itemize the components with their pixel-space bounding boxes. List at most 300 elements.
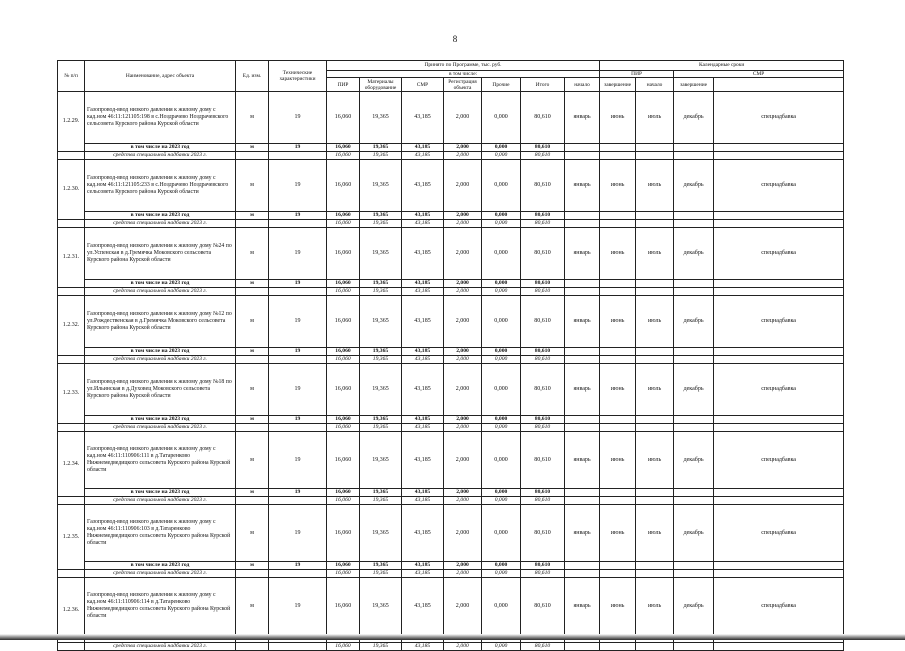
source-cell: спецнадбавка	[714, 578, 844, 635]
pir-end-cell: июнь	[600, 364, 636, 416]
empty-cell	[58, 356, 85, 364]
registration-cell: 2,000	[444, 432, 482, 489]
empty-cell	[600, 152, 636, 160]
special-pir-cell: 16,060	[327, 424, 360, 432]
empty-cell	[714, 416, 844, 424]
empty-cell	[714, 570, 844, 578]
unit-cell: м	[236, 505, 269, 562]
empty-cell	[714, 424, 844, 432]
registration-cell: 2,000	[444, 228, 482, 280]
empty-cell	[269, 424, 327, 432]
year-reg-cell: 2,000	[444, 489, 482, 497]
smr-start-cell: июль	[636, 296, 674, 348]
empty-cell	[236, 288, 269, 296]
empty-cell	[565, 288, 600, 296]
table-row	[58, 296, 844, 348]
empty-cell	[565, 144, 600, 152]
empty-cell	[636, 489, 674, 497]
special-mat-cell: 19,365	[360, 152, 402, 160]
table-body	[58, 92, 844, 651]
special-other-cell: 0,000	[482, 220, 521, 228]
empty-cell	[58, 424, 85, 432]
total-cell: 80,610	[521, 92, 565, 144]
year-smr-cell: 43,185	[402, 348, 444, 356]
smr-start-cell: июль	[636, 364, 674, 416]
empty-cell	[714, 152, 844, 160]
pir-start-cell: январь	[565, 432, 600, 489]
smr-end-cell: декабрь	[674, 432, 714, 489]
registration-cell: 2,000	[444, 92, 482, 144]
year-label: в том числе на 2023 год	[85, 144, 236, 152]
tech-cell: 19	[269, 505, 327, 562]
header-start: начало	[565, 78, 600, 92]
unit-cell: м	[236, 432, 269, 489]
year-label: в том числе на 2023 год	[85, 348, 236, 356]
pir-start-cell: январь	[565, 578, 600, 635]
empty-cell	[600, 348, 636, 356]
special-smr-cell: 43,185	[402, 152, 444, 160]
year-total-cell: 80,610	[521, 144, 565, 152]
empty-cell	[674, 643, 714, 651]
empty-cell	[236, 497, 269, 505]
empty-cell	[565, 152, 600, 160]
other-cell: 0,000	[482, 578, 521, 635]
special-pir-cell: 16,060	[327, 220, 360, 228]
smr-cell: 43,185	[402, 578, 444, 635]
source-cell: спецнадбавка	[714, 505, 844, 562]
year-mat-cell: 19,365	[360, 489, 402, 497]
smr-cell: 43,185	[402, 92, 444, 144]
total-cell: 80,610	[521, 228, 565, 280]
header-cal-smr: СМР	[674, 71, 844, 78]
header-tech: Технические характеристики	[269, 61, 327, 92]
registration-cell: 2,000	[444, 578, 482, 635]
empty-cell	[269, 356, 327, 364]
empty-cell	[565, 416, 600, 424]
empty-cell	[600, 643, 636, 651]
empty-cell	[565, 220, 600, 228]
header-other: Прочие	[482, 78, 521, 92]
total-cell: 80,610	[521, 296, 565, 348]
materials-cell: 19,365	[360, 228, 402, 280]
year-smr-cell: 43,185	[402, 489, 444, 497]
scan-edge	[0, 634, 905, 640]
year-tech-cell: 19	[269, 144, 327, 152]
special-fund-row	[58, 424, 844, 432]
tech-cell: 19	[269, 578, 327, 635]
empty-cell	[674, 280, 714, 288]
special-pir-cell: 16,060	[327, 497, 360, 505]
tech-cell: 19	[269, 228, 327, 280]
smr-start-cell: июль	[636, 432, 674, 489]
special-total-cell: 80,610	[521, 356, 565, 364]
header-materials: Материалы оборудование	[360, 78, 402, 92]
materials-cell: 19,365	[360, 296, 402, 348]
empty-cell	[269, 152, 327, 160]
empty-cell	[636, 562, 674, 570]
special-label: средства специальной надбавки 2023 г.	[85, 152, 236, 160]
smr-cell: 43,185	[402, 296, 444, 348]
year-pir-cell: 16,060	[327, 144, 360, 152]
empty-cell	[236, 220, 269, 228]
empty-cell	[636, 416, 674, 424]
special-mat-cell: 19,365	[360, 570, 402, 578]
year-label: в том числе на 2023 год	[85, 416, 236, 424]
special-label: средства специальной надбавки 2023 г.	[85, 643, 236, 651]
special-smr-cell: 43,185	[402, 570, 444, 578]
special-fund-row	[58, 643, 844, 651]
year-smr-cell: 43,185	[402, 562, 444, 570]
empty-cell	[674, 288, 714, 296]
total-cell: 80,610	[521, 160, 565, 212]
table-row	[58, 160, 844, 212]
header-calendar: Календарные сроки	[600, 61, 844, 71]
special-reg-cell: 2,000	[444, 356, 482, 364]
source-cell: спецнадбавка	[714, 296, 844, 348]
program-table	[57, 60, 844, 651]
special-fund-row	[58, 152, 844, 160]
table-header	[58, 61, 844, 92]
special-other-cell: 0,000	[482, 570, 521, 578]
special-fund-row	[58, 288, 844, 296]
special-total-cell: 80,610	[521, 497, 565, 505]
year-total-cell: 80,610	[521, 348, 565, 356]
year-reg-cell: 2,000	[444, 280, 482, 288]
pir-end-cell: июнь	[600, 578, 636, 635]
empty-cell	[236, 570, 269, 578]
empty-cell	[714, 280, 844, 288]
empty-cell	[58, 152, 85, 160]
empty-cell	[714, 497, 844, 505]
other-cell: 0,000	[482, 505, 521, 562]
pir-end-cell: июнь	[600, 92, 636, 144]
materials-cell: 19,365	[360, 364, 402, 416]
special-pir-cell: 16,060	[327, 643, 360, 651]
empty-cell	[674, 220, 714, 228]
empty-cell	[600, 424, 636, 432]
year-tech-cell: 19	[269, 348, 327, 356]
special-mat-cell: 19,365	[360, 643, 402, 651]
special-label: средства специальной надбавки 2023 г.	[85, 424, 236, 432]
header-start2: начало	[636, 78, 674, 92]
smr-cell: 43,185	[402, 432, 444, 489]
special-label: средства специальной надбавки 2023 г.	[85, 570, 236, 578]
special-reg-cell: 2,000	[444, 424, 482, 432]
year-total-cell: 80,610	[521, 280, 565, 288]
empty-cell	[636, 497, 674, 505]
source-cell: спецнадбавка	[714, 432, 844, 489]
special-pir-cell: 16,060	[327, 356, 360, 364]
special-smr-cell: 43,185	[402, 220, 444, 228]
empty-cell	[636, 280, 674, 288]
special-other-cell: 0,000	[482, 497, 521, 505]
empty-cell	[565, 643, 600, 651]
year-tech-cell: 19	[269, 562, 327, 570]
source-cell: спецнадбавка	[714, 160, 844, 212]
year-unit-cell: м	[236, 416, 269, 424]
empty-cell	[600, 280, 636, 288]
special-mat-cell: 19,365	[360, 356, 402, 364]
empty-cell	[565, 489, 600, 497]
object-name: Газопровод-ввод низкого давления к жилому дому №18 по ул.Ильинская в д.Духовец Моковского сельсовета Курского района Курской области	[85, 364, 236, 416]
year-tech-cell: 19	[269, 416, 327, 424]
table-row	[58, 92, 844, 144]
registration-cell: 2,000	[444, 505, 482, 562]
special-total-cell: 80,610	[521, 424, 565, 432]
empty-cell	[565, 356, 600, 364]
table-row	[58, 578, 844, 635]
pir-cell: 16,060	[327, 92, 360, 144]
empty-cell	[636, 356, 674, 364]
year-subtotal-row	[58, 416, 844, 424]
unit-cell: м	[236, 296, 269, 348]
total-cell: 80,610	[521, 364, 565, 416]
other-cell: 0,000	[482, 432, 521, 489]
special-total-cell: 80,610	[521, 152, 565, 160]
empty-cell	[674, 144, 714, 152]
materials-cell: 19,365	[360, 92, 402, 144]
table-row	[58, 432, 844, 489]
special-reg-cell: 2,000	[444, 288, 482, 296]
year-unit-cell: м	[236, 489, 269, 497]
empty-cell	[600, 356, 636, 364]
pir-cell: 16,060	[327, 296, 360, 348]
pir-start-cell: январь	[565, 160, 600, 212]
year-tech-cell: 19	[269, 212, 327, 220]
empty-cell	[714, 643, 844, 651]
special-label: средства специальной надбавки 2023 г.	[85, 497, 236, 505]
empty-cell	[236, 152, 269, 160]
year-subtotal-row	[58, 144, 844, 152]
materials-cell: 19,365	[360, 578, 402, 635]
header-registration: Регистрация объекта	[444, 78, 482, 92]
empty-cell	[236, 424, 269, 432]
object-name: Газопровод-ввод низкого давления к жилому дому с кад.ном 46:11:110906:114 в д.Татаренково Нижнемедведицкого сельсовета Курского района Курской области	[85, 578, 236, 635]
empty-cell	[714, 212, 844, 220]
special-total-cell: 80,610	[521, 220, 565, 228]
special-fund-row	[58, 220, 844, 228]
empty-cell	[600, 497, 636, 505]
special-total-cell: 80,610	[521, 288, 565, 296]
materials-cell: 19,365	[360, 160, 402, 212]
header-unit: Ед. изм.	[236, 61, 269, 92]
tech-cell: 19	[269, 92, 327, 144]
header-pir: ПИР	[327, 78, 360, 92]
smr-cell: 43,185	[402, 364, 444, 416]
year-pir-cell: 16,060	[327, 280, 360, 288]
empty-cell	[636, 348, 674, 356]
empty-cell	[636, 424, 674, 432]
header-cal-pir: ПИР	[600, 71, 674, 78]
table-row	[58, 364, 844, 416]
empty-cell	[565, 570, 600, 578]
year-reg-cell: 2,000	[444, 562, 482, 570]
empty-cell	[636, 643, 674, 651]
source-cell: спецнадбавка	[714, 228, 844, 280]
year-mat-cell: 19,365	[360, 416, 402, 424]
header-num: № п/п	[58, 61, 85, 92]
smr-cell: 43,185	[402, 505, 444, 562]
tech-cell: 19	[269, 364, 327, 416]
row-number: 1.2.30.	[58, 160, 85, 220]
year-mat-cell: 19,365	[360, 280, 402, 288]
special-total-cell: 80,610	[521, 570, 565, 578]
row-number: 1.2.33.	[58, 364, 85, 424]
empty-cell	[674, 489, 714, 497]
empty-cell	[674, 562, 714, 570]
special-label: средства специальной надбавки 2023 г.	[85, 288, 236, 296]
smr-end-cell: декабрь	[674, 296, 714, 348]
empty-cell	[674, 356, 714, 364]
object-name: Газопровод-ввод низкого давления к жилому дому с кад.ном 46:11:121105:233 в с.Ноздрачево Ноздрачевского сельсовета Курского района Курской области	[85, 160, 236, 212]
empty-cell	[269, 643, 327, 651]
special-other-cell: 0,000	[482, 643, 521, 651]
year-reg-cell: 2,000	[444, 416, 482, 424]
special-mat-cell: 19,365	[360, 220, 402, 228]
unit-cell: м	[236, 228, 269, 280]
row-number: 1.2.31.	[58, 228, 85, 288]
smr-end-cell: декабрь	[674, 92, 714, 144]
tech-cell: 19	[269, 296, 327, 348]
year-smr-cell: 43,185	[402, 144, 444, 152]
header-program: Принято по Программе, тыс. руб.	[327, 61, 600, 71]
empty-cell	[636, 288, 674, 296]
smr-cell: 43,185	[402, 160, 444, 212]
empty-cell	[600, 212, 636, 220]
empty-cell	[714, 144, 844, 152]
pir-start-cell: январь	[565, 228, 600, 280]
empty-cell	[674, 416, 714, 424]
object-name: Газопровод-ввод низкого давления к жилому дому с кад.ном 46:11:121105:198 в с.Ноздрачево Ноздрачевского сельсовета Курского района Курской области	[85, 92, 236, 144]
pir-cell: 16,060	[327, 505, 360, 562]
empty-cell	[565, 348, 600, 356]
source-cell: спецнадбавка	[714, 92, 844, 144]
special-other-cell: 0,000	[482, 152, 521, 160]
year-other-cell: 0,000	[482, 280, 521, 288]
empty-cell	[636, 570, 674, 578]
header-total: Итого	[521, 78, 565, 92]
year-pir-cell: 16,060	[327, 489, 360, 497]
empty-cell	[58, 288, 85, 296]
header-name: Наименование, адрес объекта	[85, 61, 236, 92]
empty-cell	[565, 562, 600, 570]
smr-end-cell: декабрь	[674, 160, 714, 212]
special-mat-cell: 19,365	[360, 288, 402, 296]
empty-cell	[674, 424, 714, 432]
empty-cell	[714, 356, 844, 364]
year-pir-cell: 16,060	[327, 348, 360, 356]
year-subtotal-row	[58, 212, 844, 220]
tech-cell: 19	[269, 432, 327, 489]
year-mat-cell: 19,365	[360, 348, 402, 356]
header-end2: завершение	[674, 78, 714, 92]
year-tech-cell: 19	[269, 280, 327, 288]
special-reg-cell: 2,000	[444, 152, 482, 160]
table-row	[58, 505, 844, 562]
smr-start-cell: июль	[636, 578, 674, 635]
year-unit-cell: м	[236, 144, 269, 152]
year-other-cell: 0,000	[482, 416, 521, 424]
empty-cell	[674, 497, 714, 505]
smr-end-cell: декабрь	[674, 364, 714, 416]
empty-cell	[636, 152, 674, 160]
pir-start-cell: январь	[565, 505, 600, 562]
empty-cell	[565, 424, 600, 432]
empty-cell	[636, 220, 674, 228]
other-cell: 0,000	[482, 228, 521, 280]
smr-end-cell: декабрь	[674, 505, 714, 562]
year-other-cell: 0,000	[482, 348, 521, 356]
year-subtotal-row	[58, 489, 844, 497]
empty-cell	[600, 144, 636, 152]
object-name: Газопровод-ввод низкого давления к жилому дому с кад.ном 46:11:110906:111 в д.Татаренково Нижнемедведицкого сельсовета Курского района Курской области	[85, 432, 236, 489]
smr-start-cell: июль	[636, 160, 674, 212]
empty-cell	[714, 348, 844, 356]
smr-start-cell: июль	[636, 92, 674, 144]
year-reg-cell: 2,000	[444, 212, 482, 220]
empty-cell	[674, 570, 714, 578]
empty-cell	[565, 497, 600, 505]
year-other-cell: 0,000	[482, 144, 521, 152]
empty-cell	[58, 497, 85, 505]
year-smr-cell: 43,185	[402, 416, 444, 424]
smr-cell: 43,185	[402, 228, 444, 280]
total-cell: 80,610	[521, 505, 565, 562]
empty-cell	[269, 497, 327, 505]
row-number: 1.2.32.	[58, 296, 85, 356]
row-number: 1.2.34.	[58, 432, 85, 497]
pir-cell: 16,060	[327, 364, 360, 416]
empty-cell	[674, 152, 714, 160]
empty-cell	[714, 288, 844, 296]
unit-cell: м	[236, 578, 269, 635]
empty-cell	[600, 288, 636, 296]
year-unit-cell: м	[236, 562, 269, 570]
year-reg-cell: 2,000	[444, 144, 482, 152]
smr-end-cell: декабрь	[674, 578, 714, 635]
pir-end-cell: июнь	[600, 228, 636, 280]
smr-end-cell: декабрь	[674, 228, 714, 280]
year-smr-cell: 43,185	[402, 212, 444, 220]
row-number: 1.2.36.	[58, 578, 85, 643]
year-label: в том числе на 2023 год	[85, 280, 236, 288]
year-subtotal-row	[58, 348, 844, 356]
registration-cell: 2,000	[444, 296, 482, 348]
year-other-cell: 0,000	[482, 489, 521, 497]
year-pir-cell: 16,060	[327, 212, 360, 220]
special-reg-cell: 2,000	[444, 220, 482, 228]
year-pir-cell: 16,060	[327, 562, 360, 570]
special-smr-cell: 43,185	[402, 288, 444, 296]
header-including: в том числе:	[327, 71, 600, 78]
year-pir-cell: 16,060	[327, 416, 360, 424]
empty-cell	[58, 220, 85, 228]
special-smr-cell: 43,185	[402, 643, 444, 651]
special-fund-row	[58, 497, 844, 505]
empty-cell	[565, 280, 600, 288]
object-name: Газопровод-ввод низкого давления к жилому дому с кад.ном 46:11:110906:103 в д.Татаренково Нижнемедведицкого сельсовета Курского района Курской области	[85, 505, 236, 562]
unit-cell: м	[236, 160, 269, 212]
smr-start-cell: июль	[636, 505, 674, 562]
special-smr-cell: 43,185	[402, 356, 444, 364]
total-cell: 80,610	[521, 432, 565, 489]
special-fund-row	[58, 356, 844, 364]
year-subtotal-row	[58, 280, 844, 288]
pir-end-cell: июнь	[600, 505, 636, 562]
year-total-cell: 80,610	[521, 562, 565, 570]
special-other-cell: 0,000	[482, 356, 521, 364]
year-other-cell: 0,000	[482, 212, 521, 220]
